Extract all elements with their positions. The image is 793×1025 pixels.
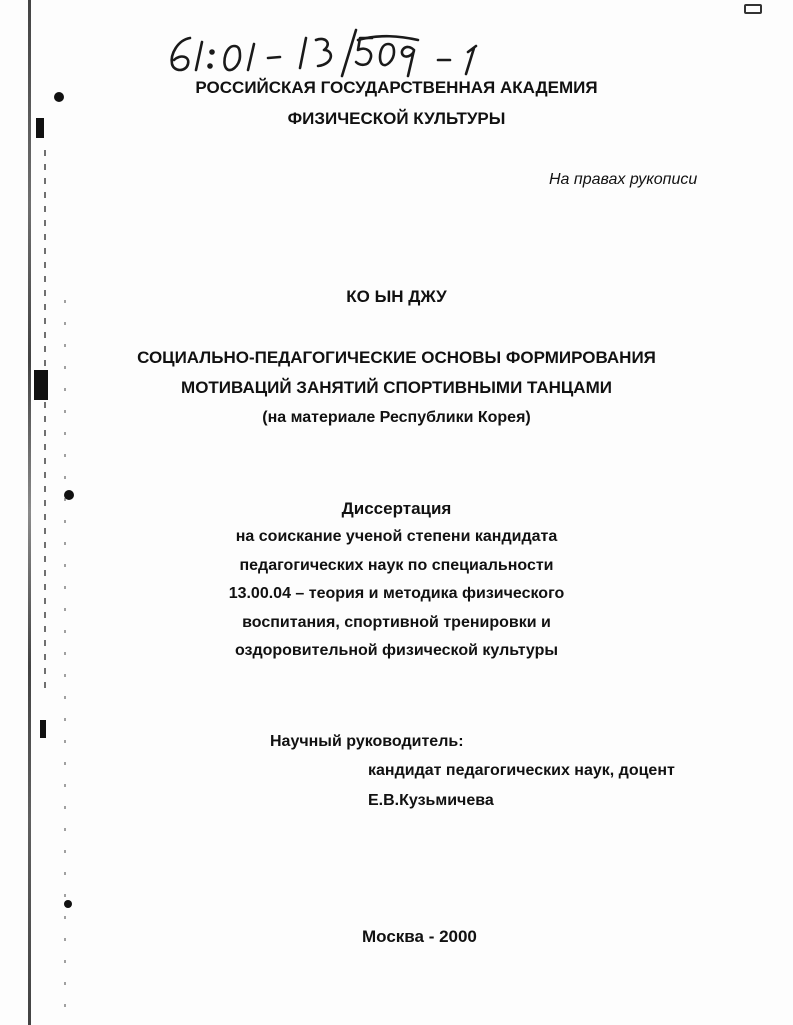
dissertation-line-3: 13.00.04 – теория и методика физического [228,585,565,602]
title-subtitle: (на материале Республики Корея) [262,409,531,426]
corner-scan-mark [744,4,762,14]
handwritten-archive-number [150,20,530,80]
institution-line-2: ФИЗИЧЕСКОЙ КУЛЬТУРЫ [287,109,506,128]
title-line-2: МОТИВАЦИЙ ЗАНЯТИЙ СПОРТИВНЫМИ ТАНЦАМИ [181,378,612,397]
binding-edge-dots-secondary [64,300,66,1020]
city-year: Москва - 2000 [362,927,477,946]
dissertation-heading: Диссертация [341,499,452,518]
author-name: КО ЫН ДЖУ [346,287,447,306]
title-line-1: СОЦИАЛЬНО-ПЕДАГОГИЧЕСКИЕ ОСНОВЫ ФОРМИРОВАНИЯ [137,348,656,367]
dissertation-line-1: на соискание ученой степени кандидата [235,528,558,545]
manuscript-rights-note: На правах рукописи [549,171,698,188]
scan-speck [40,720,46,738]
dissertation-line-5: оздоровительной физической культуры [234,642,559,659]
supervisor-name: Е.В.Кузьмичева [368,792,494,809]
institution-line-1: РОССИЙСКАЯ ГОСУДАРСТВЕННАЯ АКАДЕМИЯ [195,78,598,97]
supervisor-degree: кандидат педагогических наук, доцент [368,762,675,779]
dissertation-line-2: педагогических наук по специальности [239,557,554,574]
dissertation-line-4: воспитания, спортивной тренировки и [242,614,551,631]
supervisor-label: Научный руководитель: [270,733,464,750]
scan-speck [64,900,72,908]
